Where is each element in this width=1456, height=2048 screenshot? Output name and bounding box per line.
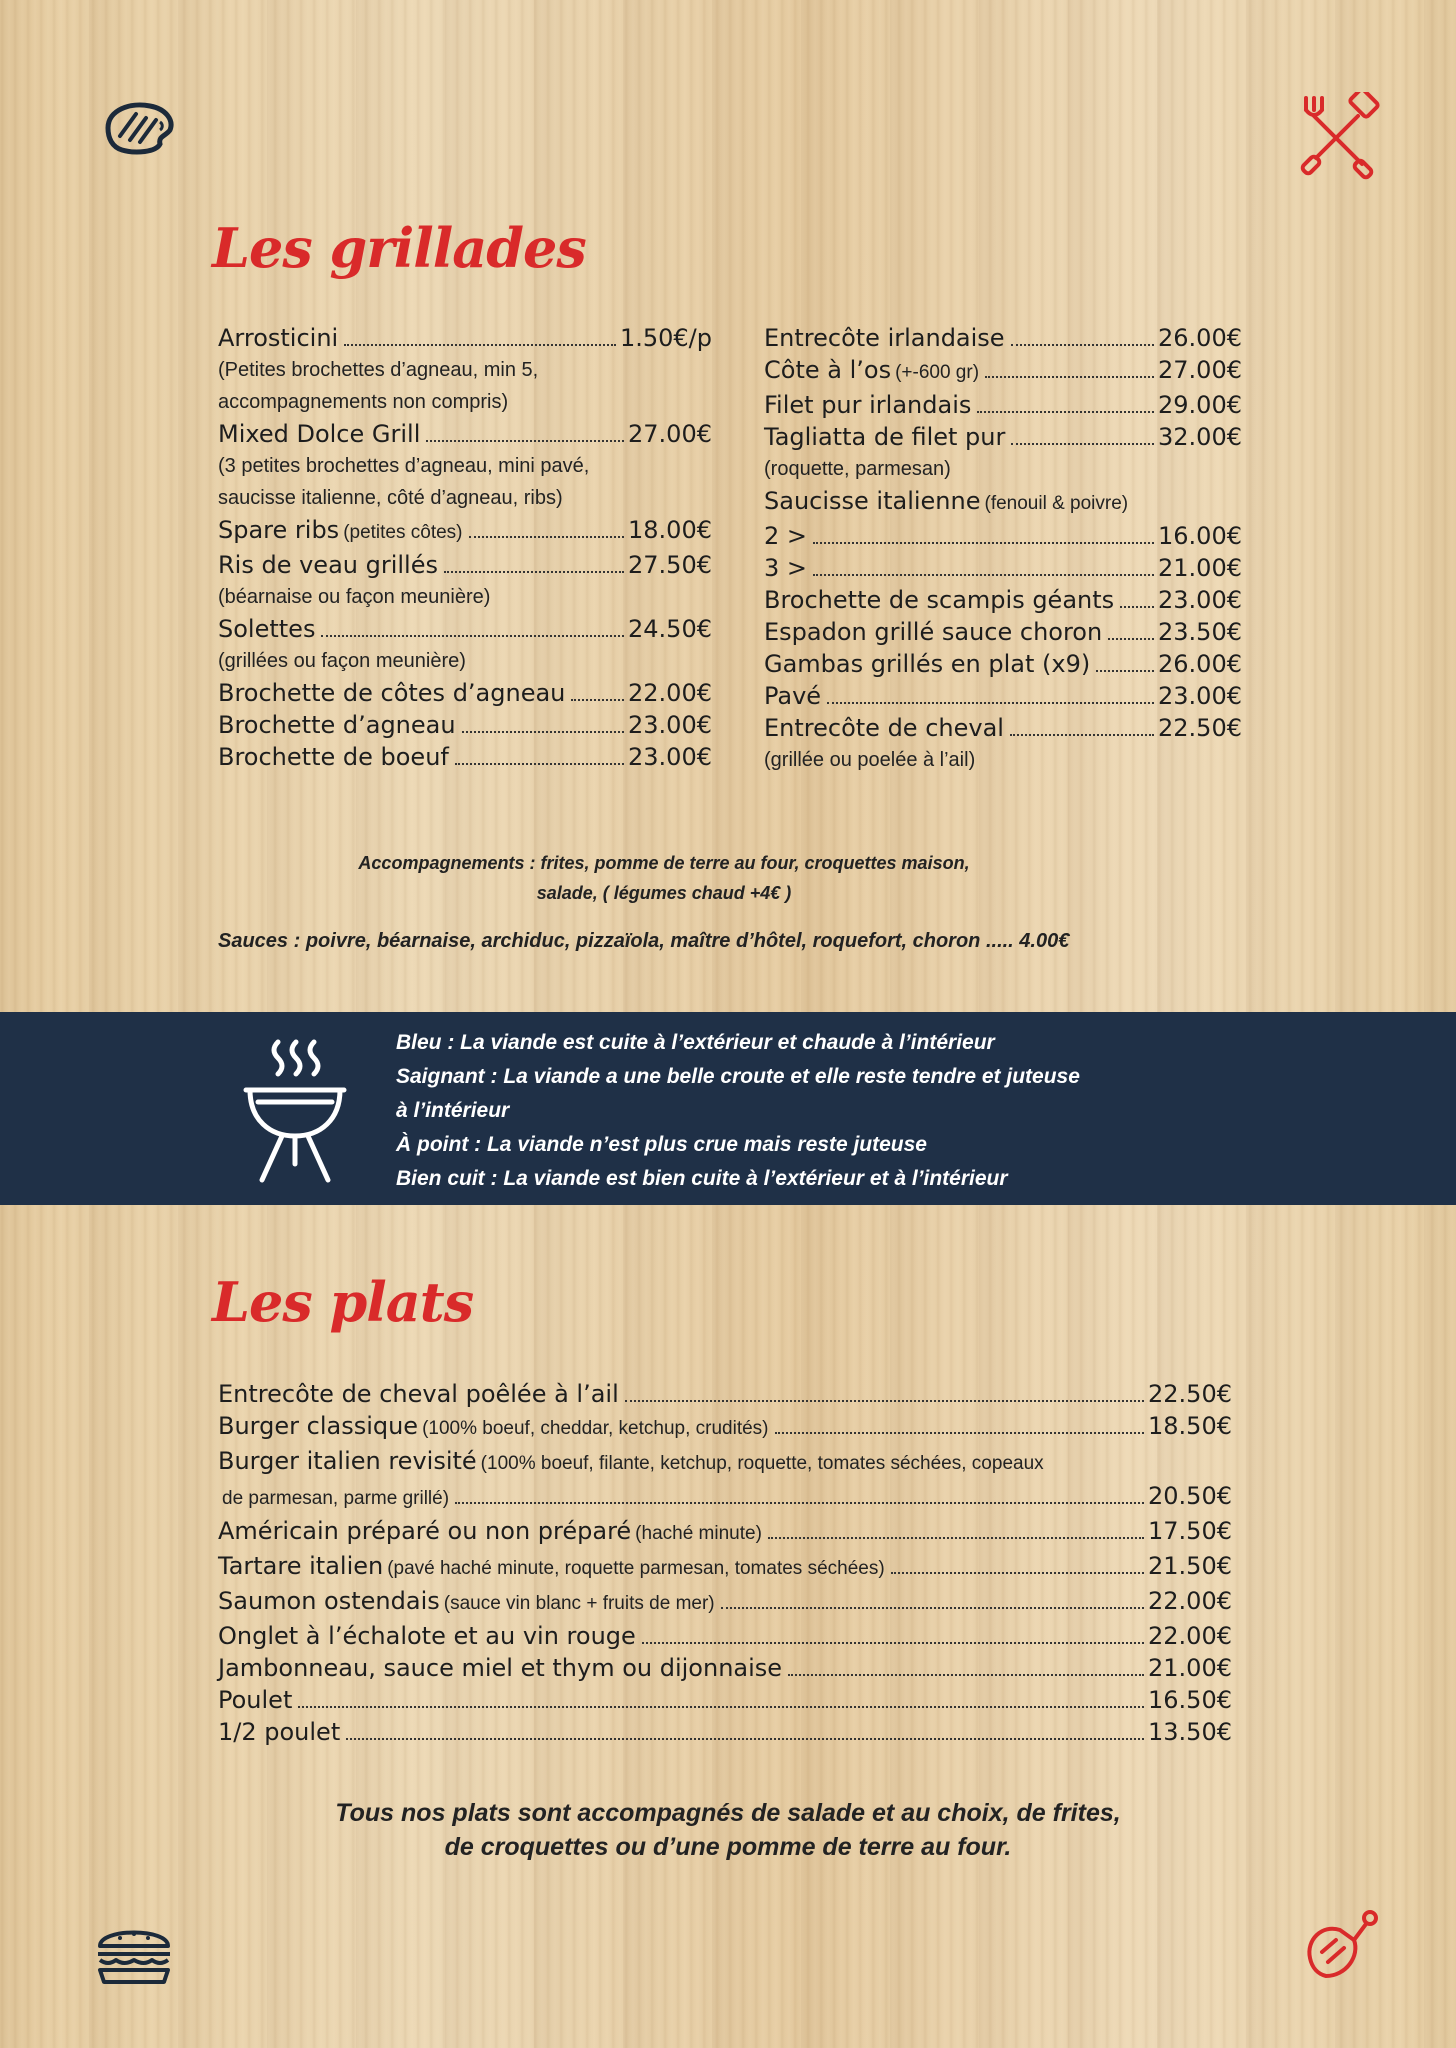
menu-item-name: Gambas grillés en plat (x9) xyxy=(764,650,1091,678)
menu-item xyxy=(764,680,1242,712)
menu-item-description: (roquette, parmesan) xyxy=(764,458,951,480)
menu-item-price: 22.00€ xyxy=(1148,1622,1232,1650)
menu-item-price: 23.00€ xyxy=(628,711,712,739)
menu-item-continuation xyxy=(218,1480,1232,1515)
menu-item-note: (sauce vin blanc + fruits de mer) xyxy=(443,1593,715,1614)
steak-icon xyxy=(100,98,178,158)
menu-item-price: 27.50€ xyxy=(628,551,712,579)
menu-item-name: Américain préparé ou non préparé xyxy=(218,1517,632,1545)
menu-item-description: (grillée ou poelée à l’ail) xyxy=(764,749,976,771)
menu-item-name: Espadon grillé sauce choron xyxy=(764,618,1103,646)
dot-leader xyxy=(977,411,1154,413)
dot-leader xyxy=(775,1432,1145,1434)
plats-footer xyxy=(0,1796,1456,1864)
menu-item-price: 23.00€ xyxy=(628,743,712,771)
menu-item-name: Entrecôte irlandaise xyxy=(764,324,1005,352)
menu-item-price: 23.00€ xyxy=(1158,586,1242,614)
menu-item-name: 3 > xyxy=(764,554,808,582)
menu-item-name: Jambonneau, sauce miel et thym ou dijonnaise xyxy=(218,1654,783,1682)
menu-item-price: 27.00€ xyxy=(628,420,712,448)
grillades-title: Les grillades xyxy=(212,216,586,280)
accompagnements-text xyxy=(0,848,1328,908)
dot-leader xyxy=(813,542,1154,544)
menu-item-name: Pavé xyxy=(764,682,822,710)
dot-leader xyxy=(1096,670,1154,672)
menu-item-name: Brochette de côtes d’agneau xyxy=(218,679,566,707)
menu-item xyxy=(218,1684,1232,1716)
dot-leader xyxy=(721,1607,1144,1609)
menu-item-name: 1/2 poulet xyxy=(218,1718,341,1746)
cuisson-line: Bien cuit : La viande est bien cuite à l’extérieur et à l’intérieur xyxy=(396,1167,1008,1190)
cuisson-text xyxy=(396,1026,1080,1196)
menu-item-price: 18.50€ xyxy=(1148,1412,1232,1440)
menu-item xyxy=(218,1620,1232,1652)
menu-item-name: Tagliatta de filet pur xyxy=(764,423,1006,451)
menu-item-description: (grillées ou façon meunière) xyxy=(218,650,466,672)
cuisson-line: à l’intérieur xyxy=(396,1099,510,1122)
menu-item-name: Poulet xyxy=(218,1686,293,1714)
grillades-right-column xyxy=(764,322,1242,776)
menu-item-name: Burger classique xyxy=(218,1412,419,1440)
menu-item-name: Brochette d’agneau xyxy=(218,711,456,739)
dot-leader xyxy=(455,763,624,765)
menu-item-price: 26.00€ xyxy=(1158,324,1242,352)
menu-item xyxy=(764,648,1242,680)
burger-icon xyxy=(94,1920,174,1986)
menu-item-price: 21.00€ xyxy=(1158,554,1242,582)
dot-leader xyxy=(788,1674,1144,1676)
menu-item-name: Mixed Dolce Grill xyxy=(218,420,421,448)
menu-item-name: Tartare italien xyxy=(218,1552,384,1580)
menu-item xyxy=(764,485,1242,520)
menu-item-description: saucisse italienne, côté d’agneau, ribs) xyxy=(218,487,563,509)
dot-leader xyxy=(571,699,624,701)
dot-leader xyxy=(462,731,624,733)
menu-item xyxy=(218,1550,1232,1585)
plats-footer-line-2: de croquettes ou d’une pomme de terre au four. xyxy=(444,1833,1012,1861)
dot-leader xyxy=(1011,443,1154,445)
menu-item xyxy=(218,1716,1232,1748)
menu-item-price: 24.50€ xyxy=(628,615,712,643)
menu-item-price: 22.50€ xyxy=(1158,714,1242,742)
menu-item xyxy=(764,421,1242,453)
menu-item-name: 2 > xyxy=(764,522,808,550)
menu-item-note: (100% boeuf, cheddar, ketchup, crudités) xyxy=(422,1418,769,1439)
menu-item xyxy=(764,354,1242,389)
menu-item-name: Brochette de scampis géants xyxy=(764,586,1115,614)
menu-item-note: (petites côtes) xyxy=(343,522,463,543)
menu-item-price: 22.50€ xyxy=(1148,1380,1232,1408)
menu-item xyxy=(764,712,1242,744)
menu-item-note: (+-600 gr) xyxy=(895,362,980,383)
menu-item-price: 18.00€ xyxy=(628,516,712,544)
menu-item-price: 23.50€ xyxy=(1158,618,1242,646)
barbecue-grill-icon xyxy=(240,1036,350,1186)
menu-item-price: 21.00€ xyxy=(1148,1654,1232,1682)
cuisson-line: Bleu : La viande est cuite à l’extérieur et chaude à l’intérieur xyxy=(396,1031,995,1054)
plats-list xyxy=(218,1378,1232,1748)
menu-item-price: 17.50€ xyxy=(1148,1517,1232,1545)
dot-leader xyxy=(768,1537,1144,1539)
menu-item-description: (Petites brochettes d’agneau, min 5, xyxy=(218,359,539,381)
menu-item-description: (béarnaise ou façon meunière) xyxy=(218,586,491,608)
menu-item-note: (100% boeuf, filante, ketchup, roquette, tomates séchées, copeaux xyxy=(480,1453,1044,1474)
accompagnements-line-1: Accompagnements : frites, pomme de terre au four, croquettes maison, xyxy=(358,853,970,873)
menu-item-name: Entrecôte de cheval poêlée à l’ail xyxy=(218,1380,619,1408)
menu-item xyxy=(218,418,712,450)
menu-item-name: Filet pur irlandais xyxy=(764,391,972,419)
menu-item xyxy=(218,549,712,581)
dot-leader xyxy=(813,574,1154,576)
menu-item xyxy=(218,514,712,549)
menu-item xyxy=(218,709,712,741)
menu-item-price: 16.00€ xyxy=(1158,522,1242,550)
dot-leader xyxy=(642,1642,1144,1644)
dot-leader xyxy=(1010,734,1154,736)
menu-item xyxy=(218,741,712,773)
plats-footer-line-1: Tous nos plats sont accompagnés de salade et au choix, de frites, xyxy=(335,1799,1121,1827)
menu-item-name: Onglet à l’échalote et au vin rouge xyxy=(218,1622,636,1650)
dot-leader xyxy=(1011,344,1154,346)
menu-item xyxy=(764,552,1242,584)
menu-item-price: 23.00€ xyxy=(1158,682,1242,710)
menu-item xyxy=(764,389,1242,421)
menu-item-name: Spare ribs xyxy=(218,516,340,544)
menu-item-description: (3 petites brochettes d’agneau, mini pavé, xyxy=(218,455,590,477)
menu-item-description: accompagnements non compris) xyxy=(218,391,509,413)
dot-leader xyxy=(444,571,624,573)
menu-item xyxy=(764,520,1242,552)
grillades-left-column xyxy=(218,322,712,773)
menu-item-price: 22.00€ xyxy=(1148,1587,1232,1615)
menu-item-name: Ris de veau grillés xyxy=(218,551,438,579)
dot-leader xyxy=(891,1572,1144,1574)
menu-item xyxy=(764,616,1242,648)
dot-leader xyxy=(346,1738,1144,1740)
menu-item xyxy=(218,1585,1232,1620)
dot-leader xyxy=(827,702,1154,704)
menu-item-name: Entrecôte de cheval xyxy=(764,714,1004,742)
menu-item xyxy=(764,322,1242,354)
dot-leader xyxy=(321,635,624,637)
menu-item-note: (fenouil & poivre) xyxy=(984,493,1129,514)
dot-leader xyxy=(1108,638,1154,640)
dot-leader xyxy=(469,536,625,538)
dot-leader xyxy=(1120,606,1154,608)
menu-item xyxy=(218,613,712,645)
menu-item xyxy=(218,1378,1232,1410)
dot-leader xyxy=(985,376,1154,378)
menu-item-name: Côte à l’os xyxy=(764,356,892,384)
cuisson-line: À point : La viande n’est plus crue mais reste juteuse xyxy=(396,1133,927,1156)
cuisson-band xyxy=(0,1012,1456,1205)
menu-item-name: Solettes xyxy=(218,615,316,643)
menu-item xyxy=(764,584,1242,616)
dot-leader xyxy=(455,1502,1144,1504)
menu-item-name: Brochette de boeuf xyxy=(218,743,449,771)
crossed-fork-spatula-icon xyxy=(1296,92,1384,180)
menu-item-price: 1.50€/p xyxy=(619,324,712,352)
menu-item-price: 22.00€ xyxy=(628,679,712,707)
cuisson-line: Saignant : La viande a une belle croute et elle reste tendre et juteuse xyxy=(396,1065,1080,1088)
ham-leg-icon xyxy=(1300,1904,1384,1988)
dot-leader xyxy=(344,344,616,346)
menu-item xyxy=(218,1652,1232,1684)
sauces-text: Sauces : poivre, béarnaise, archiduc, pizzaïola, maître d’hôtel, roquefort, choron ..... 4.00€ xyxy=(218,930,1070,952)
menu-item-price: 27.00€ xyxy=(1158,356,1242,384)
menu-item-note-continued: de parmesan, parme grillé) xyxy=(222,1488,450,1509)
menu-item-price: 26.00€ xyxy=(1158,650,1242,678)
menu-item-price: 13.50€ xyxy=(1148,1718,1232,1746)
menu-item-name: Arrosticini xyxy=(218,324,339,352)
menu-item-price: 20.50€ xyxy=(1148,1482,1232,1510)
menu-item-name: Saumon ostendais xyxy=(218,1587,440,1615)
menu-item xyxy=(218,322,712,354)
menu-item-name: Saucisse italienne xyxy=(764,487,981,515)
menu-item-price: 21.50€ xyxy=(1148,1552,1232,1580)
menu-item xyxy=(218,1515,1232,1550)
menu-item xyxy=(218,677,712,709)
menu-item-price: 29.00€ xyxy=(1158,391,1242,419)
menu-item-note: (pavé haché minute, roquette parmesan, tomates séchées) xyxy=(387,1558,885,1579)
plats-title: Les plats xyxy=(212,1270,474,1334)
dot-leader xyxy=(625,1400,1144,1402)
menu-item xyxy=(218,1410,1232,1445)
menu-item-price: 16.50€ xyxy=(1148,1686,1232,1714)
menu-item-note: (haché minute) xyxy=(635,1523,762,1544)
accompagnements-line-2: salade, ( légumes chaud +4€ ) xyxy=(536,883,792,903)
menu-item xyxy=(218,1445,1232,1480)
menu-item-price: 32.00€ xyxy=(1158,423,1242,451)
dot-leader xyxy=(298,1706,1144,1708)
dot-leader xyxy=(426,440,624,442)
menu-item-name: Burger italien revisité xyxy=(218,1447,477,1475)
